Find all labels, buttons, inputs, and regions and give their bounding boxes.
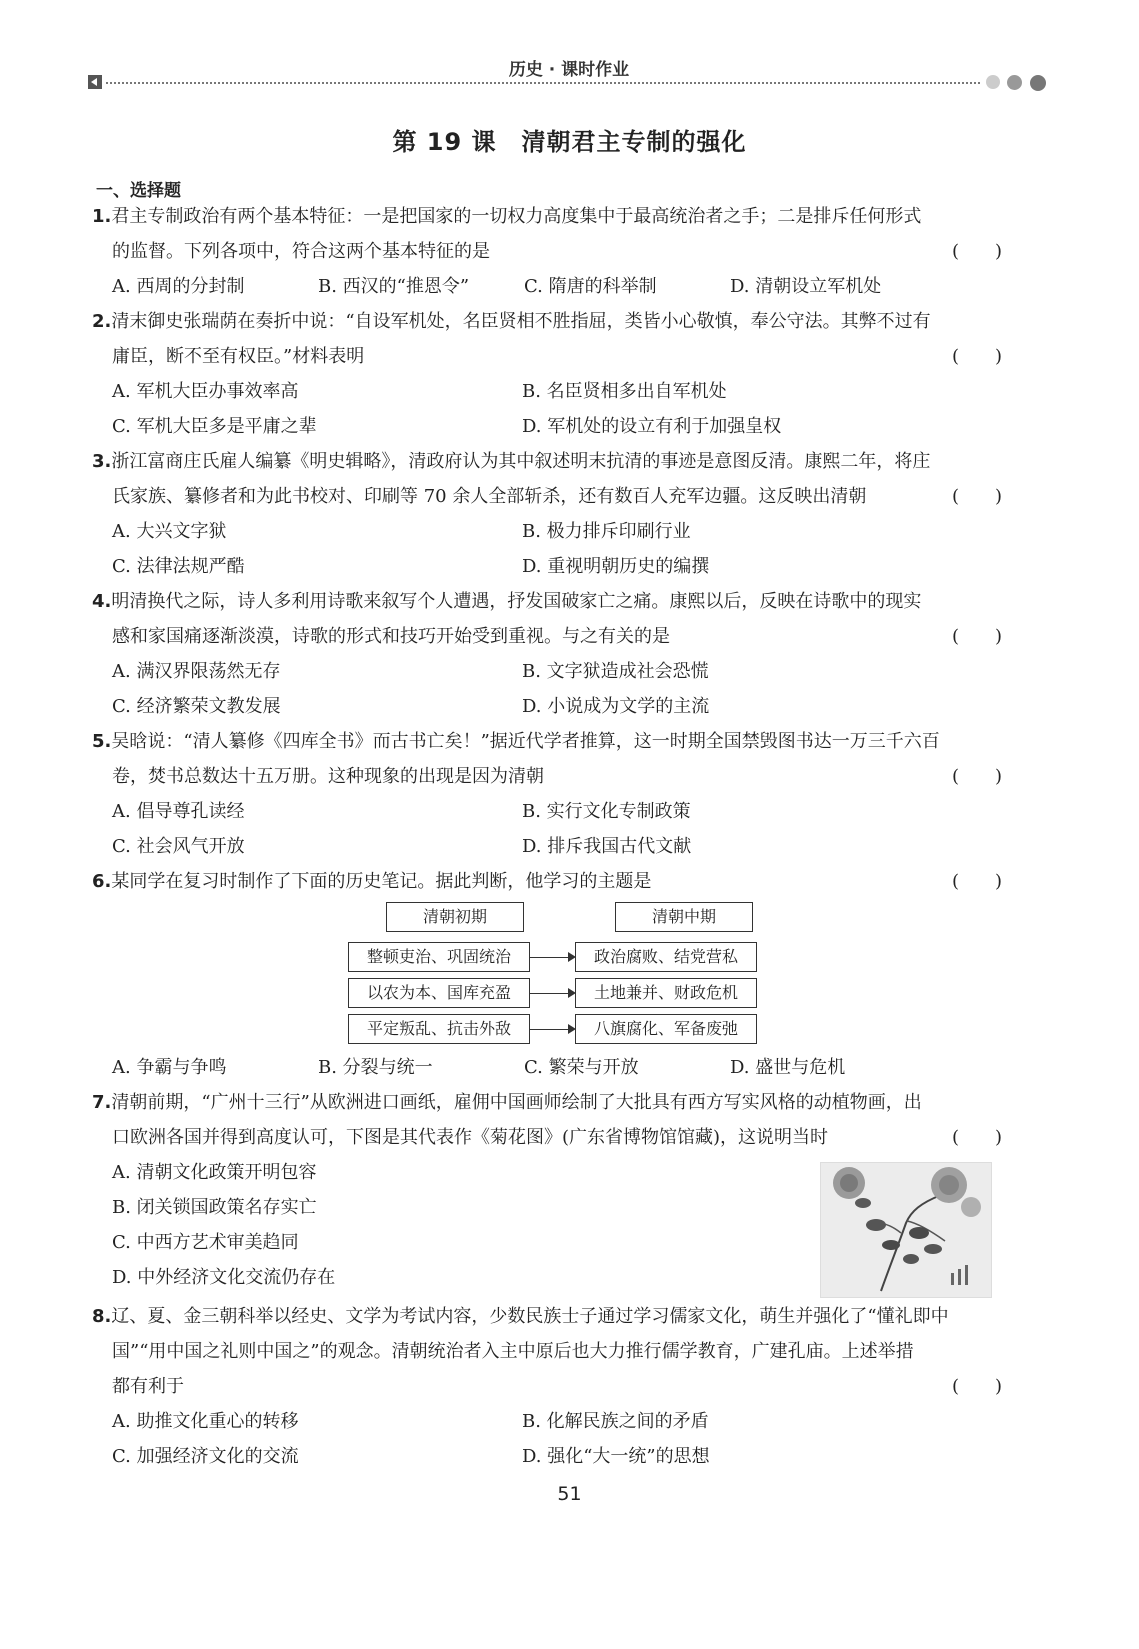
- option-b: B. 分裂与统一: [318, 1057, 433, 1078]
- arrow-right-icon: [530, 993, 574, 994]
- option-c: C. 社会风气开放: [112, 836, 245, 857]
- answer-blank: ( ): [951, 1127, 1002, 1148]
- option-c: C. 经济繁荣文教发展: [112, 696, 281, 717]
- answer-blank: ( ): [951, 241, 1002, 262]
- question-text: 口欧洲各国并得到高度认可，下图是其代表作《菊花图》(广东省博物馆馆藏)，这说明当时: [112, 1127, 829, 1148]
- lesson-title: 第 19 课 清朝君主专制的强化: [392, 128, 747, 156]
- question-8: [92, 1299, 1042, 1474]
- option-d: D. 军机处的设立有利于加强皇权: [522, 416, 782, 437]
- question-text: 明清换代之际，诗人多利用诗歌来叙写个人遭遇，抒发国破家亡之痛。康熙以后，反映在诗歌中的现实: [111, 591, 922, 612]
- option-b: B. 名臣贤相多出自军机处: [522, 381, 727, 402]
- question-5: [92, 724, 1042, 864]
- answer-blank: ( ): [951, 1376, 1002, 1397]
- option-a: A. 清朝文化政策开明包容: [112, 1162, 317, 1183]
- question-number: 6.: [92, 871, 112, 892]
- question-number: 1.: [92, 206, 112, 227]
- option-b: B. 西汉的“推恩令”: [318, 276, 470, 297]
- option-c: C. 隋唐的科举制: [524, 276, 657, 297]
- option-d: D. 清朝设立军机处: [730, 276, 882, 297]
- dot-icon: [986, 75, 1000, 89]
- question-number: 7.: [92, 1092, 112, 1113]
- header-divider: [106, 82, 980, 84]
- question-text: 某同学在复习时制作了下面的历史笔记。据此判断，他学习的主题是: [111, 871, 652, 892]
- option-b: B. 极力排斥印刷行业: [522, 521, 691, 542]
- question-text: 浙江富商庄氏雇人编纂《明史辑略》，清政府认为其中叙述明末抗清的事迹是意图反清。康熙二年，将庄: [111, 451, 931, 472]
- dot-icon: [1030, 75, 1046, 91]
- page-number: 51: [557, 1483, 582, 1505]
- option-b: B. 化解民族之间的矛盾: [522, 1411, 709, 1432]
- flow-left-box: 整顿吏治、巩固统治: [348, 942, 530, 972]
- chrysanthemum-painting: [820, 1162, 992, 1298]
- answer-blank: ( ): [951, 766, 1002, 787]
- question-text: 的监督。下列各项中，符合这两个基本特征的是: [112, 241, 490, 262]
- question-text: 卷，焚书总数达十五万册。这种现象的出现是因为清朝: [112, 766, 544, 787]
- option-d: D. 排斥我国古代文献: [522, 836, 692, 857]
- question-number: 5.: [92, 731, 112, 752]
- option-c: C. 法律法规严酷: [112, 556, 245, 577]
- option-b: B. 文字狱造成社会恐慌: [522, 661, 709, 682]
- option-a: A. 西周的分封制: [112, 276, 245, 297]
- flow-left-box: 平定叛乱、抗击外敌: [348, 1014, 530, 1044]
- flow-right-box: 政治腐败、结党营私: [575, 942, 757, 972]
- option-a: A. 满汉界限荡然无存: [112, 661, 281, 682]
- question-text: 都有利于: [112, 1376, 184, 1397]
- question-number: 3.: [92, 451, 112, 472]
- flow-right-box: 土地兼并、财政危机: [575, 978, 757, 1008]
- question-1: [92, 199, 1042, 304]
- question-6-options: [92, 1050, 1042, 1085]
- option-a: A. 倡导尊孔读经: [112, 801, 245, 822]
- question-text: 清朝前期，“广州十三行”从欧洲进口画纸，雇佣中国画师绘制了大批具有西方写实风格的动植物画，出: [111, 1092, 922, 1113]
- option-c: C. 加强经济文化的交流: [112, 1446, 299, 1467]
- question-text: 氏家族、纂修者和为此书校对、印刷等 70 余人全部斩杀，还有数百人充军边疆。这反映出清朝: [112, 486, 867, 507]
- question-text: 国”“用中国之礼则中国之”的观念。清朝统治者入主中原后也大力推行儒学教育，广建孔庙。上述举措: [112, 1341, 914, 1362]
- answer-blank: ( ): [951, 871, 1002, 892]
- option-b: B. 闭关锁国政策名存实亡: [112, 1197, 317, 1218]
- history-notes-diagram: [340, 902, 770, 1052]
- option-b: B. 实行文化专制政策: [522, 801, 691, 822]
- option-a: A. 助推文化重心的转移: [112, 1411, 299, 1432]
- option-d: D. 小说成为文学的主流: [522, 696, 710, 717]
- option-d: D. 中外经济文化交流仍存在: [112, 1267, 336, 1288]
- question-3: [92, 444, 1042, 584]
- question-text: 辽、夏、金三朝科举以经史、文学为考试内容，少数民族士子通过学习儒家文化，萌生并强化了“懂礼即中: [111, 1306, 949, 1327]
- question-6: [92, 864, 1042, 899]
- chrysanthemum-image: [821, 1163, 991, 1297]
- question-number: 2.: [92, 311, 112, 332]
- section-heading: 一、选择题: [96, 181, 181, 201]
- flow-head-left: 清朝初期: [386, 902, 524, 932]
- flow-head-right: 清朝中期: [615, 902, 753, 932]
- question-text: 清末御史张瑞荫在奏折中说：“自设军机处，名臣贤相不胜指屈，类皆小心敬慎，奉公守法。其弊不过有: [111, 311, 931, 332]
- option-d: D. 强化“大一统”的思想: [522, 1446, 710, 1467]
- arrow-right-icon: [530, 957, 574, 958]
- question-text: 庸臣，断不至有权臣。”材料表明: [112, 346, 365, 367]
- question-4: [92, 584, 1042, 724]
- answer-blank: ( ): [951, 626, 1002, 647]
- option-d: D. 重视明朝历史的编撰: [522, 556, 710, 577]
- question-number: 4.: [92, 591, 112, 612]
- option-c: C. 繁荣与开放: [524, 1057, 639, 1078]
- option-a: A. 大兴文字狱: [112, 521, 227, 542]
- option-d: D. 盛世与危机: [730, 1057, 846, 1078]
- page-header: [88, 50, 1050, 86]
- option-c: C. 军机大臣多是平庸之辈: [112, 416, 317, 437]
- question-text: 感和家国痛逐渐淡漠，诗歌的形式和技巧开始受到重视。与之有关的是: [112, 626, 670, 647]
- flow-left-box: 以农为本、国库充盈: [348, 978, 530, 1008]
- option-a: A. 军机大臣办事效率高: [112, 381, 299, 402]
- question-text: 君主专制政治有两个基本特征：一是把国家的一切权力高度集中于最高统治者之手；二是排斥任何形式: [111, 206, 922, 227]
- option-c: C. 中西方艺术审美趋同: [112, 1232, 299, 1253]
- header-title: 历史 · 课时作业: [508, 60, 630, 80]
- flow-right-box: 八旗腐化、军备废弛: [575, 1014, 757, 1044]
- answer-blank: ( ): [951, 346, 1002, 367]
- dot-icon: [1007, 75, 1022, 90]
- question-number: 8.: [92, 1306, 112, 1327]
- arrow-right-icon: [530, 1029, 574, 1030]
- answer-blank: ( ): [951, 486, 1002, 507]
- question-2: [92, 304, 1042, 444]
- question-text: 吴晗说：“清人纂修《四库全书》而古书亡矣！”据近代学者推算，这一时期全国禁毁图书达一万三千六百: [111, 731, 940, 752]
- option-a: A. 争霸与争鸣: [112, 1057, 227, 1078]
